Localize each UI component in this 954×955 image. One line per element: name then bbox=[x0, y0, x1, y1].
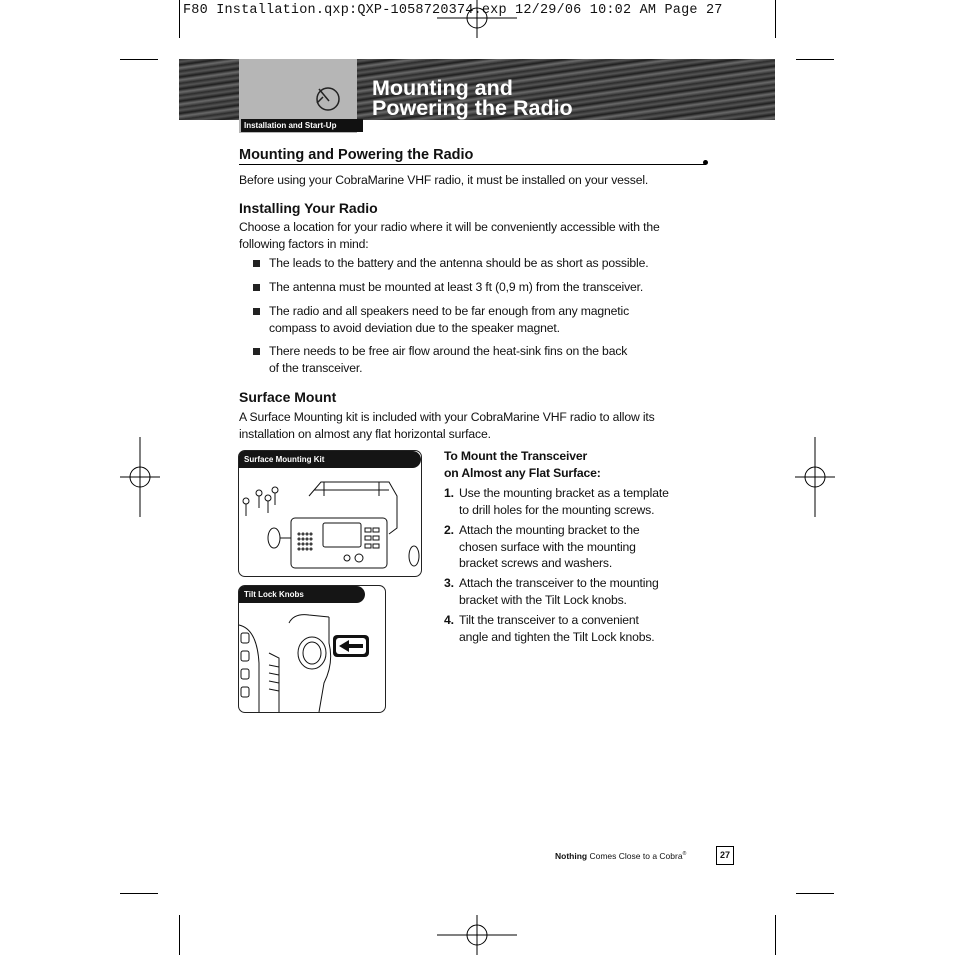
bullet-square bbox=[253, 308, 260, 315]
header-banner bbox=[179, 59, 775, 130]
procedure-heading: To Mount the Transceiver on Almost any Flat Surface: bbox=[444, 449, 601, 480]
surface-heading: Surface Mount bbox=[239, 389, 337, 405]
installing-paragraph: Choose a location for your radio where it will be conveniently accessible with the following factors in mind: bbox=[239, 220, 660, 251]
procedure-step: 2. Attach the mounting bracket to the chosen surface with the mounting bracket screws and washers. bbox=[444, 523, 640, 570]
tilt-lock-knobs-figure bbox=[238, 585, 386, 713]
print-slug: F80 Installation.qxp:QXP-1058720374.exp 12/29/06 10:02 AM Page 27 bbox=[183, 3, 723, 18]
satellite-dish-icon bbox=[311, 83, 341, 119]
bullet-square bbox=[253, 348, 260, 355]
direction-arrow-icon bbox=[333, 635, 369, 657]
procedure-step: 4. Tilt the transceiver to a convenient angle and tighten the Tilt Lock knobs. bbox=[444, 613, 655, 644]
page-number: 27 bbox=[716, 846, 734, 865]
section-tab bbox=[239, 59, 357, 133]
procedure-step: 1. Use the mounting bracket as a template to drill holes for the mounting screws. bbox=[444, 486, 669, 517]
surface-mounting-kit-figure bbox=[238, 450, 422, 577]
tilt-knob-illustration bbox=[239, 603, 385, 712]
figure-label: Tilt Lock Knobs bbox=[239, 586, 365, 603]
screw-icons bbox=[243, 487, 278, 516]
surface-paragraph: A Surface Mounting kit is included with your CobraMarine VHF radio to allow its installation on almost any flat horizontal surface. bbox=[239, 410, 655, 441]
heading-rule-dot bbox=[703, 160, 708, 165]
figure-label: Surface Mounting Kit bbox=[239, 451, 421, 468]
section-label: Installation and Start-Up bbox=[241, 119, 363, 132]
bullet-square bbox=[253, 284, 260, 291]
procedure-step: 3. Attach the transceiver to the mounting bracket with the Tilt Lock knobs. bbox=[444, 576, 659, 607]
knob-ridges bbox=[269, 665, 279, 691]
footer-tagline: Nothing Comes Close to a Cobra® bbox=[555, 851, 687, 861]
heading-rule bbox=[239, 164, 706, 165]
intro-paragraph: Before using your CobraMarine VHF radio, it must be installed on your vessel. bbox=[239, 173, 649, 187]
installing-heading: Installing Your Radio bbox=[239, 200, 378, 216]
page-title: Mounting and Powering the Radio bbox=[372, 76, 573, 120]
main-heading: Mounting and Powering the Radio bbox=[239, 147, 474, 163]
speaker-grille bbox=[298, 533, 312, 550]
bullet-square bbox=[253, 260, 260, 267]
radio-bracket-illustration bbox=[239, 468, 421, 576]
